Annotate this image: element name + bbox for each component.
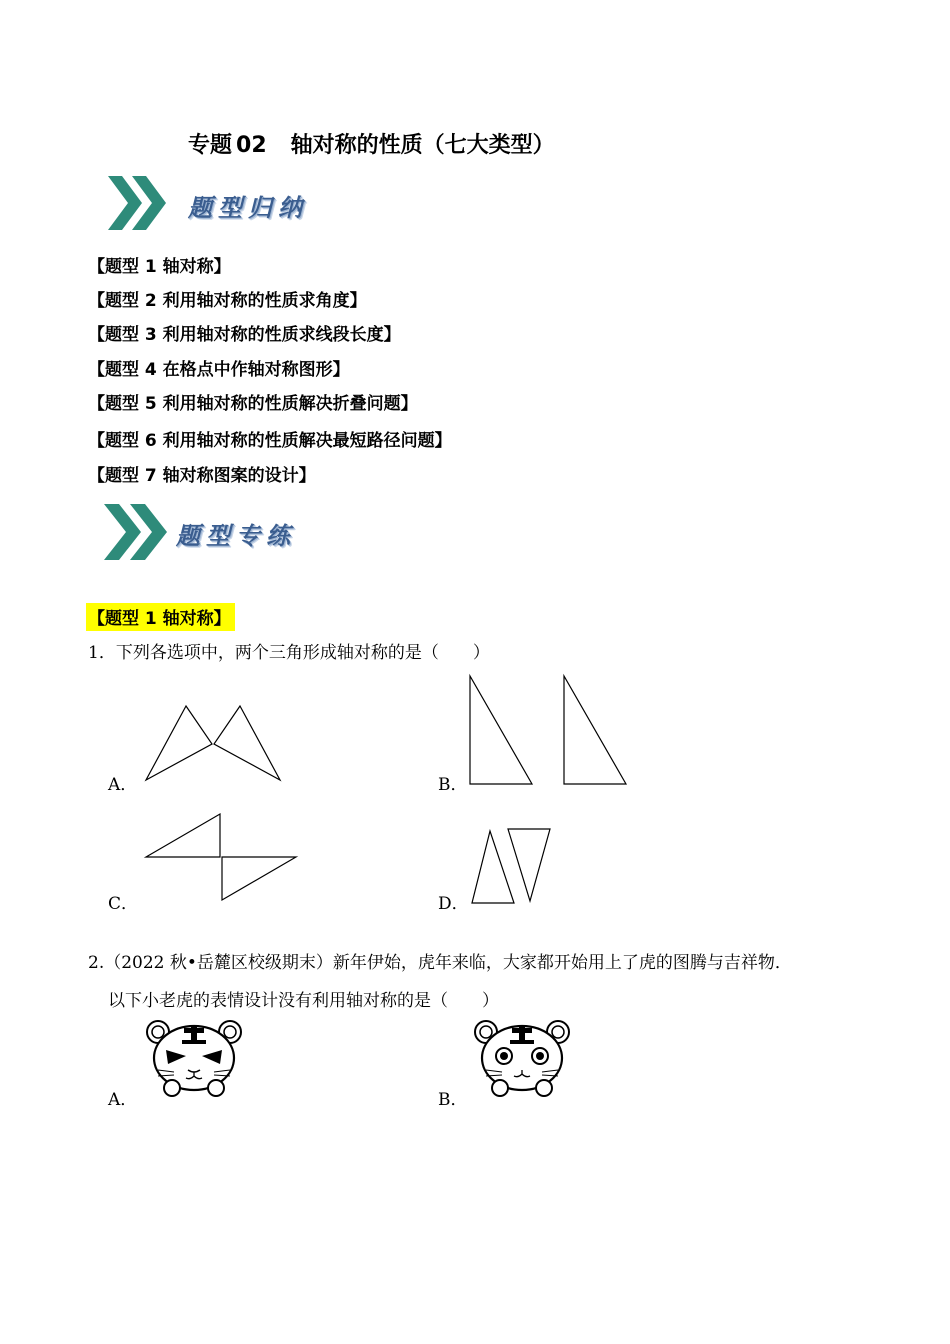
q1-option-c-figure [142, 810, 302, 905]
q1-option-c-label: C． [108, 894, 139, 914]
question-1-text: 1．下列各选项中，两个三角形成轴对称的是（ ） [88, 643, 490, 663]
toc-item-5: 【题型 5 利用轴对称的性质解决折叠问题】 [88, 394, 418, 414]
tiger-surprised-face-icon [472, 1018, 572, 1098]
toc-item-1: 【题型 1 轴对称】 [88, 257, 231, 277]
q1-option-d-figure [468, 825, 558, 907]
q1-option-b-label: B． [438, 775, 468, 795]
q1-option-a-label: A． [108, 775, 138, 795]
banner-title-summary: 题型归纳 [188, 193, 308, 222]
section-label-type1: 【题型 1 轴对称】 [86, 603, 235, 631]
title-text: 轴对称的性质（七大类型） [290, 133, 555, 158]
toc-item-2: 【题型 2 利用轴对称的性质求角度】 [88, 291, 367, 311]
double-chevron-icon [108, 172, 170, 234]
banner-title-practice: 题型专练 [176, 521, 296, 550]
toc-item-3: 【题型 3 利用轴对称的性质求线段长度】 [88, 325, 401, 345]
q1-option-a-figure [140, 700, 290, 790]
q2-option-b-label: B． [438, 1090, 468, 1110]
q2-option-a-label: A． [108, 1090, 138, 1110]
question-2-line-2: 以下小老虎的表情设计没有利用轴对称的是（ ） [108, 991, 499, 1011]
tiger-angry-face-icon [144, 1018, 244, 1098]
question-2-line-1: 2.（2022 秋•岳麓区校级期末）新年伊始，虎年来临，大家都开始用上了虎的图腾与吉祥物． [88, 953, 792, 973]
title-number: 02 [236, 133, 267, 158]
title-prefix: 专题 [188, 133, 233, 158]
toc-item-6: 【题型 6 利用轴对称的性质解决最短路径问题】 [88, 431, 452, 451]
q1-option-b-figure [466, 672, 632, 790]
page-title [188, 128, 555, 159]
double-chevron-icon [104, 500, 172, 564]
q1-option-d-label: D． [438, 894, 469, 914]
toc-item-7: 【题型 7 轴对称图案的设计】 [88, 466, 316, 486]
toc-item-4: 【题型 4 在格点中作轴对称图形】 [88, 360, 350, 380]
